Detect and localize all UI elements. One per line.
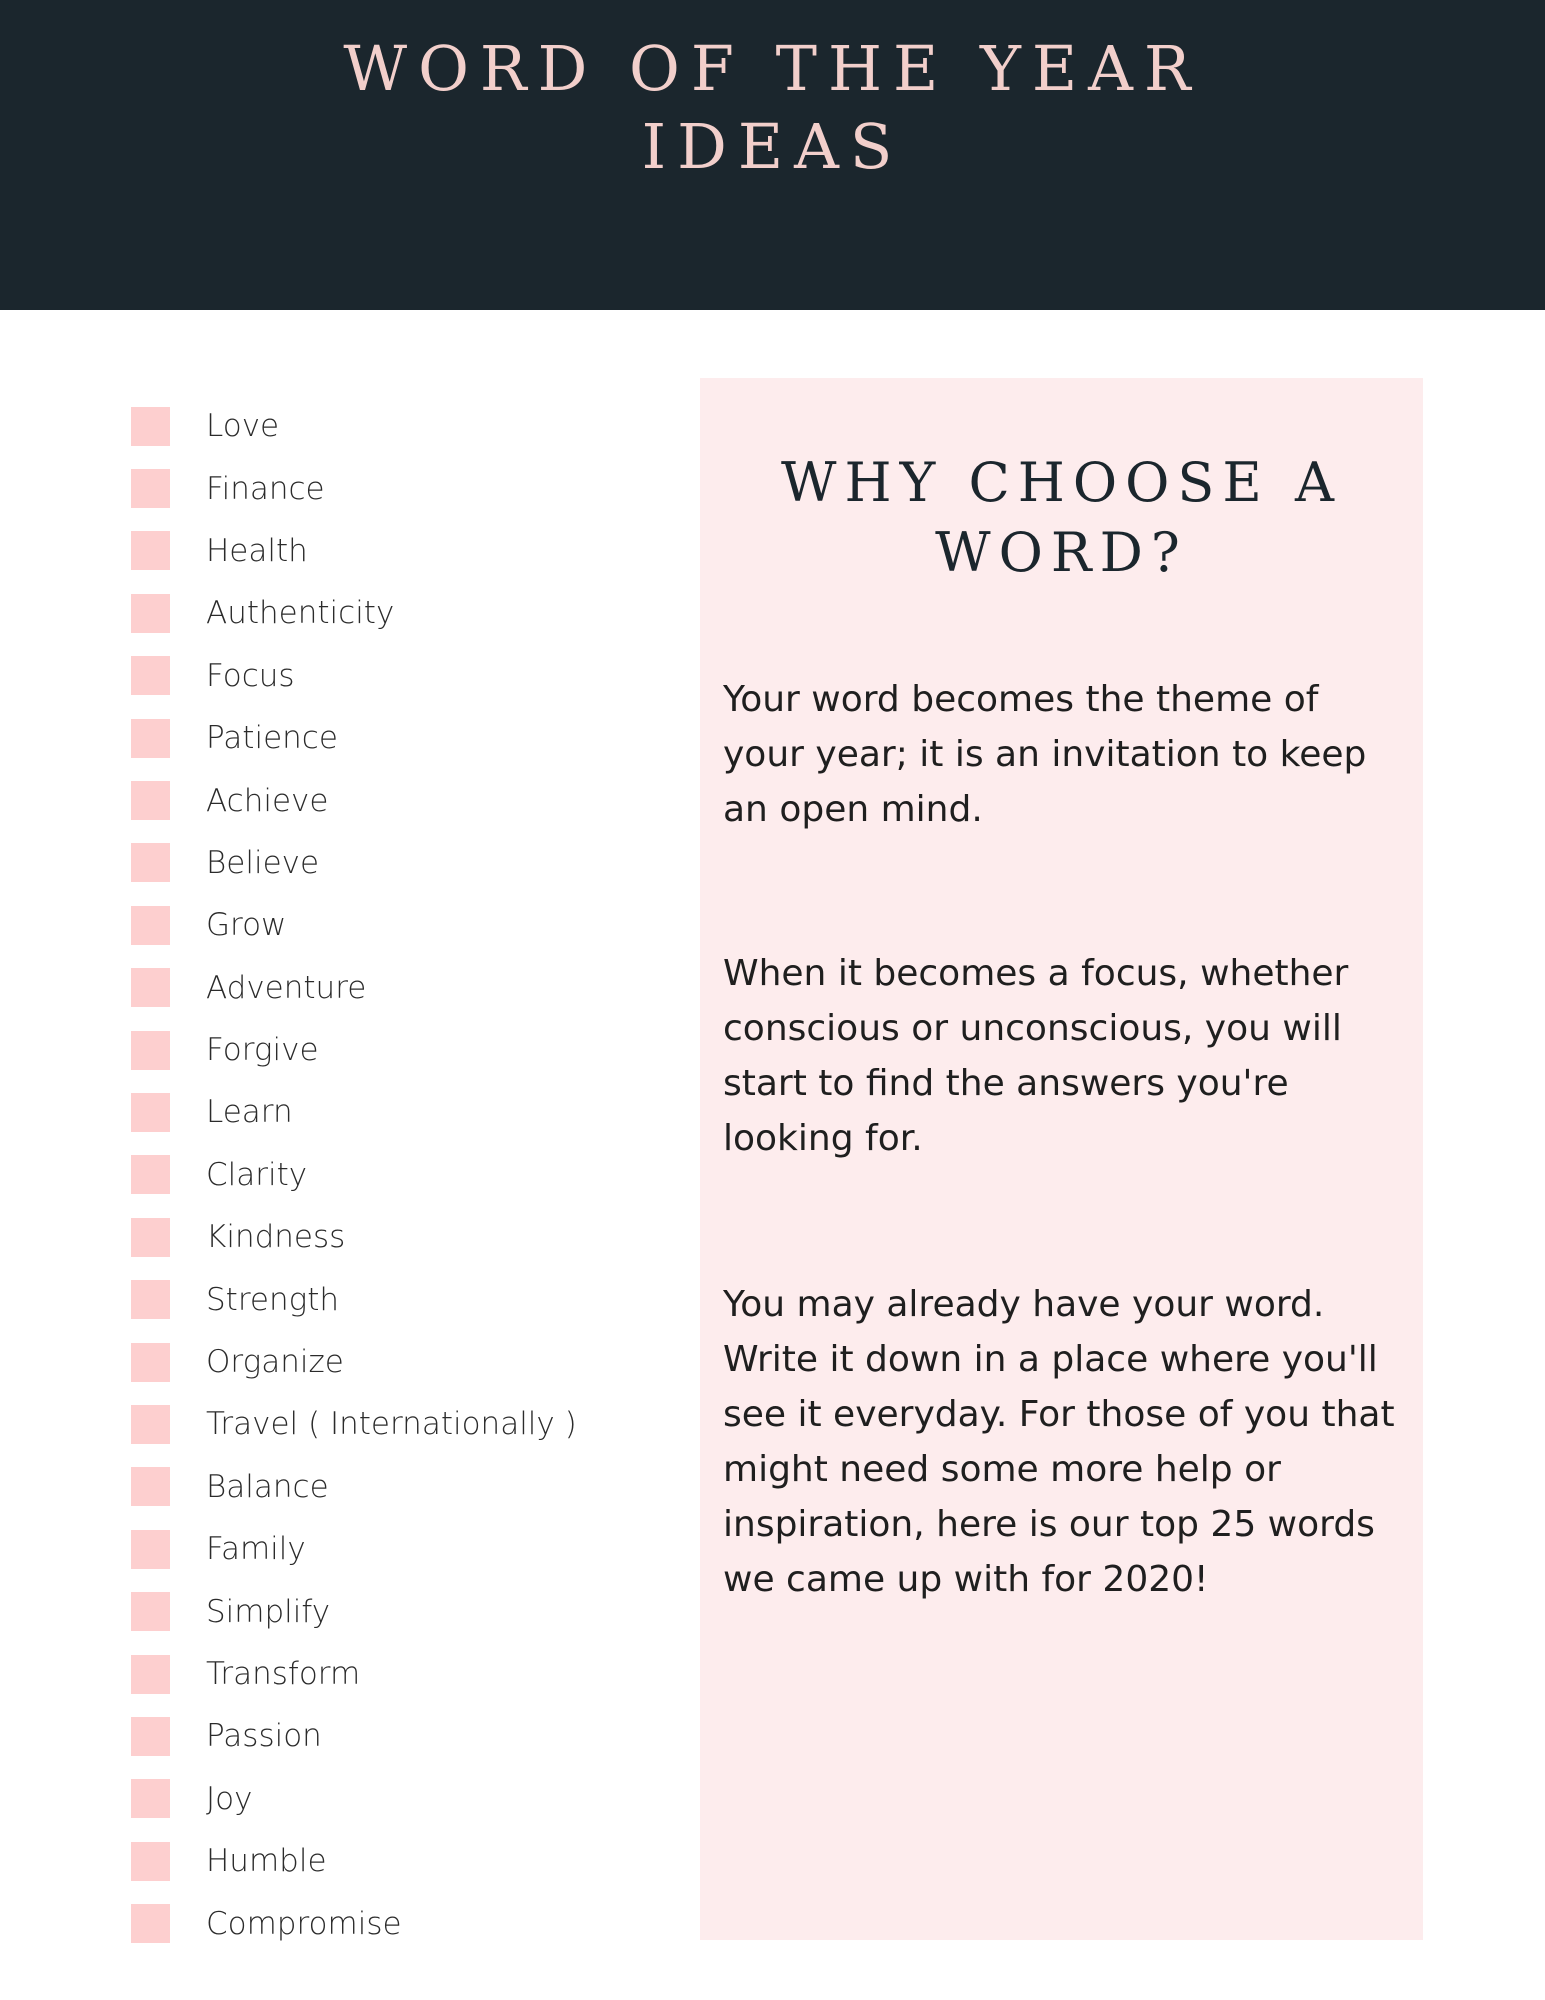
panel-paragraph: When it becomes a focus, whether conscious or unconscious, you will start to find the answers you're looking for.	[723, 953, 1349, 1159]
word-label: Balance	[206, 1468, 329, 1505]
word-label: Grow	[206, 907, 287, 944]
list-item	[131, 1331, 691, 1393]
checkbox[interactable]	[131, 1031, 170, 1070]
checkbox[interactable]	[131, 469, 170, 508]
list-item	[131, 1206, 691, 1268]
word-label: Joy	[206, 1780, 253, 1817]
word-label: Adventure	[206, 969, 367, 1006]
list-item	[131, 1705, 691, 1767]
word-label: Transform	[206, 1656, 361, 1692]
list-item	[131, 1144, 691, 1206]
list-item	[131, 1393, 691, 1455]
panel-paragraph: You may already have your word. Write it down in a place where you'll see it everyday. For those of you that might need some more help or inspiration, here is our top 25 words we came up with for 2020!	[723, 1284, 1395, 1600]
why-choose-panel	[700, 378, 1423, 1940]
list-item	[131, 582, 691, 644]
checkbox[interactable]	[131, 1093, 170, 1132]
checkbox[interactable]	[131, 968, 170, 1007]
checkbox[interactable]	[131, 1904, 170, 1943]
checkbox[interactable]	[131, 1530, 170, 1569]
checkbox[interactable]	[131, 1405, 170, 1444]
checkbox[interactable]	[131, 531, 170, 570]
checkbox[interactable]	[131, 1592, 170, 1631]
list-item	[131, 769, 691, 831]
checkbox[interactable]	[131, 1779, 170, 1818]
word-label: Achieve	[206, 782, 329, 819]
panel-paragraph: Your word becomes the theme of your year; it is an invitation to keep an open mind.	[723, 679, 1367, 830]
word-label: Patience	[206, 720, 338, 757]
checkbox[interactable]	[131, 781, 170, 820]
checkbox[interactable]	[131, 719, 170, 758]
list-item	[131, 395, 691, 457]
list-item	[131, 457, 691, 519]
list-item	[131, 1768, 691, 1830]
word-label: Believe	[206, 844, 320, 881]
word-label: Focus	[206, 657, 295, 694]
list-item	[131, 1019, 691, 1081]
list-item	[131, 1518, 691, 1580]
list-item	[131, 1892, 691, 1954]
checkbox[interactable]	[131, 1655, 170, 1694]
word-label: Simplify	[206, 1593, 331, 1630]
list-item	[131, 520, 691, 582]
checkbox[interactable]	[131, 906, 170, 945]
checkbox[interactable]	[131, 1343, 170, 1382]
word-label: Forgive	[206, 1032, 319, 1069]
word-label: Learn	[206, 1094, 293, 1131]
word-label: Humble	[206, 1843, 327, 1880]
checkbox[interactable]	[131, 1280, 170, 1319]
word-label: Clarity	[206, 1156, 308, 1193]
list-item	[131, 1580, 691, 1642]
list-item	[131, 1643, 691, 1705]
word-label: Kindness	[206, 1219, 346, 1256]
word-label: Organize	[206, 1344, 344, 1381]
word-label: Passion	[206, 1718, 322, 1755]
word-label: Authenticity	[206, 595, 395, 632]
list-item	[131, 832, 691, 894]
page-title: WORD OF THE YEAR IDEAS	[343, 32, 1202, 183]
checkbox[interactable]	[131, 656, 170, 695]
header-banner	[0, 0, 1545, 310]
list-item	[131, 894, 691, 956]
word-label: Strength	[206, 1281, 340, 1318]
word-label: Finance	[206, 470, 325, 507]
list-item	[131, 1081, 691, 1143]
list-item	[131, 957, 691, 1019]
checkbox[interactable]	[131, 407, 170, 446]
list-item	[131, 1268, 691, 1330]
word-label: Travel ( Internationally )	[206, 1406, 577, 1443]
checkbox[interactable]	[131, 1842, 170, 1881]
panel-title: WHY CHOOSE A WORD?	[781, 451, 1342, 584]
word-label: Health	[206, 532, 308, 569]
checkbox[interactable]	[131, 594, 170, 633]
list-item	[131, 1830, 691, 1892]
list-item	[131, 1456, 691, 1518]
checkbox[interactable]	[131, 1218, 170, 1257]
list-item	[131, 645, 691, 707]
word-label: Compromise	[206, 1905, 402, 1942]
word-label: Love	[206, 408, 280, 445]
checkbox[interactable]	[131, 843, 170, 882]
checkbox[interactable]	[131, 1467, 170, 1506]
list-item	[131, 707, 691, 769]
checkbox[interactable]	[131, 1155, 170, 1194]
word-checklist	[131, 395, 691, 1955]
checkbox[interactable]	[131, 1717, 170, 1756]
word-label: Family	[206, 1531, 306, 1568]
